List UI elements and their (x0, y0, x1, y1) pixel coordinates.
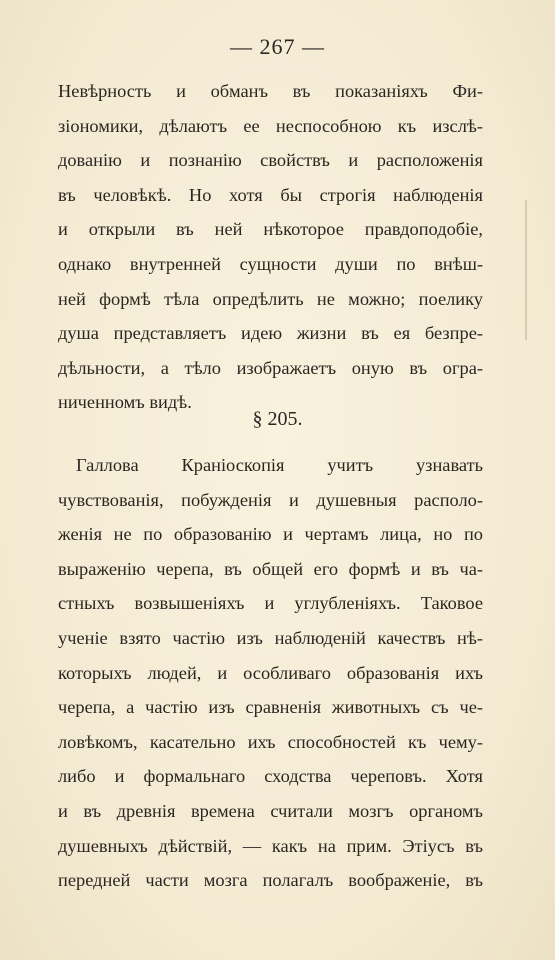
text-line: которыхъ людей, и особливаго образованія ихъ (58, 662, 483, 683)
margin-ink-mark (525, 200, 527, 340)
text-line: ученіе взято частію изъ наблюденій качествъ нѣ- (58, 627, 483, 648)
text-line: Невѣрность и обманъ въ показаніяхъ Фи- (58, 81, 483, 101)
text-line: душа представляетъ идею жизни въ ея безпре- (58, 323, 483, 344)
text-line: зіономики, дѣлаютъ ее неспособною къ изслѣ- (58, 115, 483, 136)
text-line: въ человѣкѣ. Но хотя бы строгія наблюденія (58, 184, 483, 205)
text-line: чувствованія, побужденія и душевныя располо- (58, 489, 483, 510)
text-line: стныхъ возвышеніяхъ и углубленіяхъ. Таковое (58, 593, 483, 614)
section-heading: § 205. (252, 408, 303, 430)
text-line: черепа, а частію изъ сравненія животныхъ съ че- (58, 697, 483, 718)
text-line: и открыли въ ней нѣкоторое правдоподобіе, (58, 219, 483, 240)
text-line: либо и формальнаго сходства череповъ. Хотя (58, 766, 483, 787)
text-line: ловѣкомъ, касательно ихъ способностей къ чему- (58, 731, 483, 752)
text-line: ниченномъ видѣ. (58, 392, 192, 413)
text-line: выраженію черепа, въ общей его формѣ и въ ча- (58, 558, 483, 579)
text-line: передней части мозга полагалъ воображеніе, въ (58, 870, 483, 891)
text-line: дѣльности, а тѣло изображаетъ оную въ огра- (58, 357, 483, 378)
page-number: — 267 — (230, 34, 325, 59)
text-line: дованію и познанію свойствъ и расположенія (58, 150, 483, 171)
text-line: и въ древнія времена считали мозгъ органомъ (58, 800, 483, 821)
paragraph-cranioscopy (58, 448, 483, 898)
text-line: Галлова Краніоскопія учитъ узнавать (76, 455, 483, 475)
text-line: женія не по образованію и чертамъ лица, но по (58, 524, 483, 545)
text-line: душевныхъ дѣйствій, — какъ на прим. Этіусъ въ (58, 835, 483, 856)
text-line: ней формѣ тѣла опредѣлить не можно; поелику (58, 288, 483, 309)
paragraph-physiognomy (58, 74, 483, 420)
text-line: однако внутренней сущности души по внѣш- (58, 253, 483, 274)
